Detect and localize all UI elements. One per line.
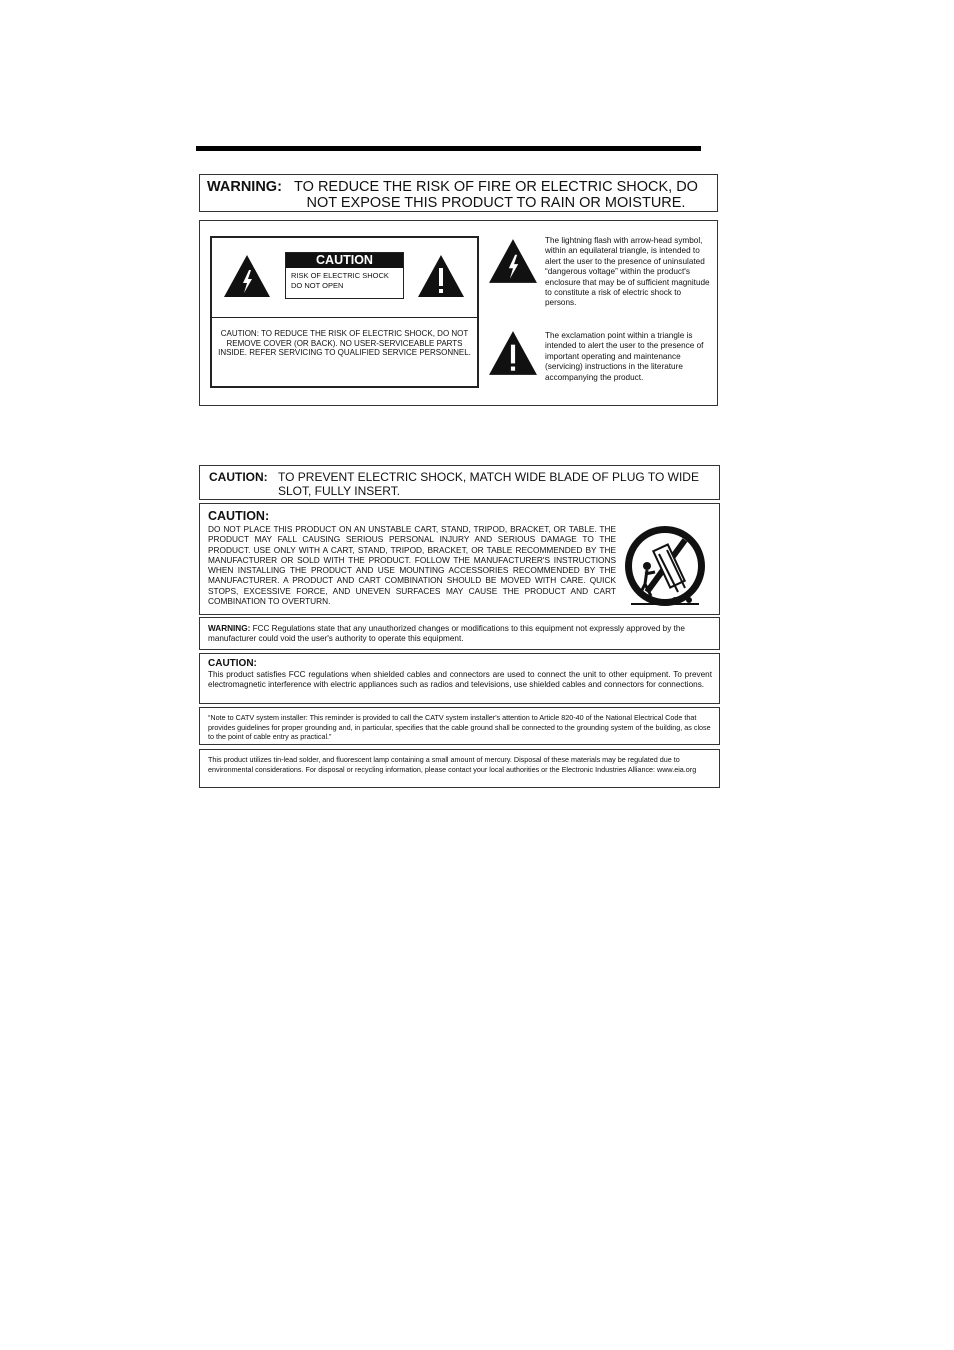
lightning-triangle-icon (488, 238, 538, 284)
risk-line-1: RISK OF ELECTRIC SHOCK (291, 271, 389, 280)
top-rule (196, 146, 701, 151)
fcc-caution-box (199, 653, 720, 704)
panel-divider (212, 317, 477, 318)
caution-title: CAUTION (286, 253, 403, 268)
plug-caution-label: CAUTION: (209, 470, 268, 484)
warning-label: WARNING: (207, 179, 282, 195)
cart-caution-box (199, 503, 720, 615)
cart-tipover-icon (623, 524, 707, 610)
exclamation-explanation: The exclamation point within a triangle is intended to alert the user to the presence of important operating and maintenance (servicing) instructions in the literature accompanying the product. (545, 331, 704, 382)
lightning-triangle-icon (223, 254, 271, 298)
caution-panel-text: CAUTION: TO REDUCE THE RISK OF ELECTRIC SHOCK, DO NOT REMOVE COVER (OR BACK). NO USER-SERVICEABLE PARTS INSIDE. REFER SERVICING TO QUALIFIED SERVICE PERSONNEL. (218, 329, 471, 358)
plug-caution-text: TO PREVENT ELECTRIC SHOCK, MATCH WIDE BLADE OF PLUG TO WIDE SLOT, FULLY INSERT. (278, 470, 699, 498)
fcc-caution-heading: CAUTION: (208, 658, 257, 669)
fcc-warning-label: WARNING: (208, 624, 251, 633)
fcc-warning-box (199, 617, 720, 650)
catv-note-text: “Note to CATV system installer: This reminder is provided to call the CATV system installer's attention to Article 820-40 of the National Electrical Code that provides guidelines for proper grounding and, in particular, specifies that the cable ground shall be connected to the grounding system of the building, as close to the point of cable entry as practical.” (208, 713, 711, 742)
warning-text: TO REDUCE THE RISK OF FIRE OR ELECTRIC SHOCK, DO NOT EXPOSE THIS PRODUCT TO RAIN OR MOISTURE. (294, 179, 698, 211)
cart-caution-text: DO NOT PLACE THIS PRODUCT ON AN UNSTABLE CART, STAND, TRIPOD, BRACKET, OR TABLE. THE PRODUCT MAY FALL CAUSING SERIOUS PERSONAL INJURY AND SERIOUS DAMAGE TO THE PRODUCT. USE ONLY WITH A CART, STAND, TRIPOD, BRACKET, OR TABLE RECOMMENDED BY THE MANUFACTURER OR SOLD WITH THE PRODUCT. FOLLOW THE MANUFACTURER'S INSTRUCTIONS WHEN INSTALLING THE PRODUCT AND USE MOUNTING ACCESSORIES RECOMMENDED BY THE MANUFACTURER. A PRODUCT AND CART COMBINATION SHOULD BE MOVED WITH CARE. QUICK STOPS, EXCESSIVE FORCE, AND UNEVEN SURFACES MAY CAUSE THE PRODUCT AND CART COMBINATION TO OVERTURN. (208, 524, 616, 607)
exclamation-triangle-icon (417, 254, 465, 298)
caution-risk-label (285, 252, 404, 299)
exclamation-triangle-icon (488, 330, 538, 376)
cart-caution-heading: CAUTION: (208, 509, 270, 523)
fcc-warning-body: FCC Regulations state that any unauthorized changes or modifications to this equipment not expressly approved by the manufacturer could void the user's authority to operate this equipment. (208, 624, 685, 644)
risk-line-2: DO NOT OPEN (291, 281, 344, 290)
warning-box (199, 174, 718, 212)
disposal-note-box (199, 749, 720, 788)
plug-caution-box (199, 465, 720, 500)
catv-note-box (199, 707, 720, 745)
disposal-note-text: This product utilizes tin-lead solder, and fluorescent lamp containing a small amount of mercury. Disposal of these materials may be regulated due to environmental considerations. For disposal or recycling information, please contact your local authorities or the Electronic Industries Alliance: www.eia.org (208, 755, 697, 774)
fcc-warning-text (208, 624, 708, 645)
lightning-explanation: The lightning flash with arrow-head symbol, within an equilateral triangle, is intended to alert the user to the presence of uninsulated “dangerous voltage” within the product's enclosure that may be of sufficient magnitude to constitute a risk of electric shock to persons. (545, 236, 710, 308)
fcc-caution-text: This product satisfies FCC regulations when shielded cables and connectors are used to connect the unit to other equipment. To prevent electromagnetic interference with electric appliances such as radios and televisions, use shielded cables and connectors for connections. (208, 670, 712, 690)
